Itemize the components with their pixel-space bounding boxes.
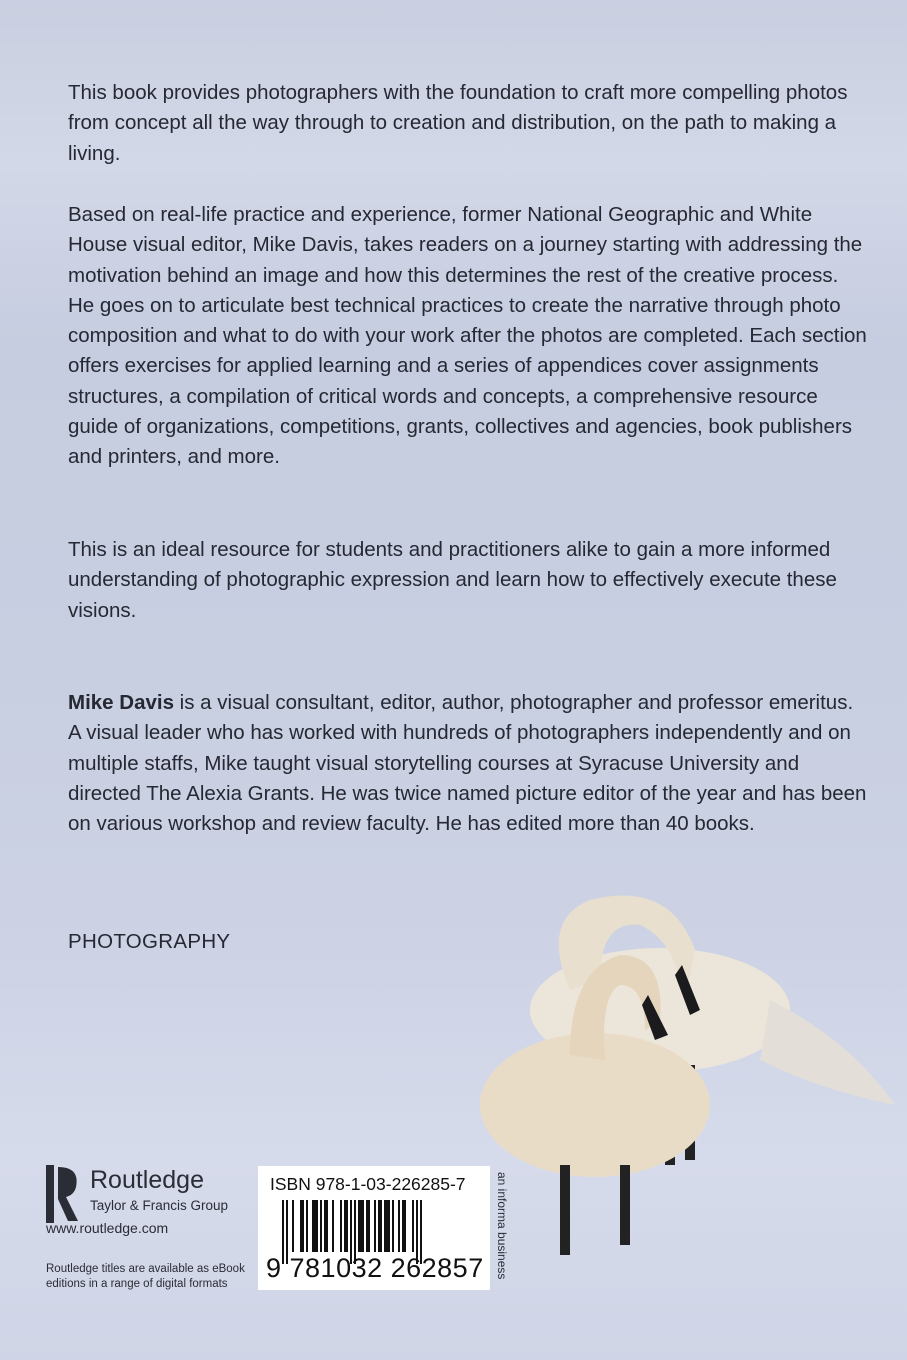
author-bio-text: is a visual consultant, editor, author, photographer and professor emeritus. A visual leader who has worked with hundreds of photographers independently and on multiple staffs, Mike taught visual storytelling courses at Syracuse University and directed The Alexia Grants. He was twice named picture editor of the year and has been on various workshop and review faculty. He has edited more than 40 books. bbox=[68, 691, 867, 836]
publisher-name: Routledge bbox=[90, 1166, 204, 1194]
barcode-bar bbox=[374, 1200, 376, 1252]
barcode-bar bbox=[306, 1200, 308, 1252]
barcode-bar bbox=[378, 1200, 382, 1252]
barcode-bar bbox=[332, 1200, 334, 1252]
barcode-bar bbox=[402, 1200, 406, 1252]
barcode-digits: 9 781032 262857 bbox=[266, 1253, 484, 1283]
publisher-group: Taylor & Francis Group bbox=[90, 1198, 229, 1213]
barcode-bar bbox=[300, 1200, 304, 1252]
informa-tagline: an informa business bbox=[495, 1172, 509, 1280]
barcode-bar bbox=[392, 1200, 394, 1252]
isbn-label: ISBN 978-1-03-226285-7 bbox=[270, 1174, 466, 1194]
barcode-bar bbox=[366, 1200, 370, 1252]
category-label: PHOTOGRAPHY bbox=[68, 930, 231, 953]
isbn-barcode bbox=[258, 1166, 490, 1290]
swans-photo bbox=[470, 880, 900, 1260]
barcode-bar bbox=[344, 1200, 348, 1252]
barcode-bar bbox=[324, 1200, 328, 1252]
author-bio bbox=[68, 688, 868, 839]
publisher-url[interactable]: www.routledge.com bbox=[46, 1220, 169, 1236]
blurb-paragraph-2: Based on real-life practice and experience, former National Geographic and White House visual editor, Mike Davis, takes readers on a journey starting with addressing the motivation behind an image and how this determines the rest of the creative process. He goes on to articulate best technical practices to create the narrative through photo composition and what to do with your work after the photos are completed. Each section offers exercises for applied learning and a series of appendices cover assignments structures, a compilation of critical words and concepts, a comprehensive resource guide of organizations, competitions, grants, collectives and agencies, book publishers and printers, and more. bbox=[68, 203, 867, 469]
barcode-bar bbox=[312, 1200, 318, 1252]
barcode-bar bbox=[398, 1200, 400, 1252]
blurb-paragraph-1: This book provides photographers with the foundation to craft more compelling photos from concept all the way through to creation and distribution, on the path to making a living. bbox=[68, 81, 848, 165]
barcode-bar bbox=[292, 1200, 294, 1252]
blurb-paragraph-3: This is an ideal resource for students and practitioners alike to gain a more informed understanding of photographic expression and learn how to effectively execute these visions. bbox=[68, 538, 837, 622]
barcode-bar bbox=[320, 1200, 322, 1252]
barcode-bar bbox=[358, 1200, 364, 1252]
ebook-note: Routledge titles are available as eBook editions in a range of digital formats bbox=[46, 1263, 245, 1290]
barcode-bar bbox=[412, 1200, 414, 1252]
barcode-bar bbox=[384, 1200, 390, 1252]
routledge-logo-icon bbox=[46, 1165, 82, 1223]
barcode-bar bbox=[340, 1200, 342, 1252]
author-name: Mike Davis bbox=[68, 691, 174, 714]
